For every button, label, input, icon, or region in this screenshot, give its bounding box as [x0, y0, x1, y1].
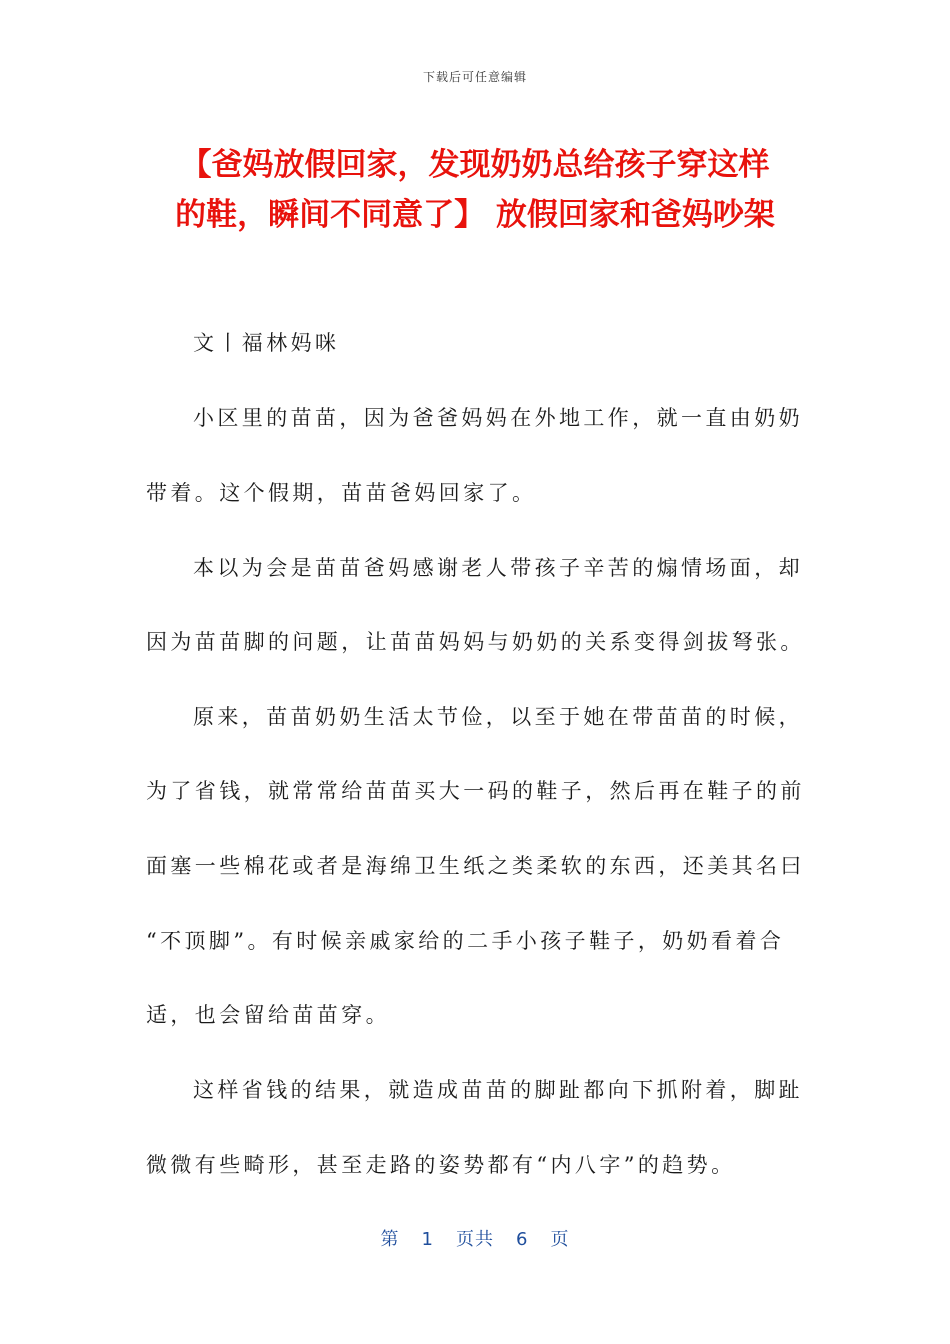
page-footer [0, 1225, 950, 1251]
title-line-2: 的鞋，瞬间不同意了】 放假回家和爸妈吵架 [175, 197, 775, 233]
document-title [120, 140, 830, 240]
body-line: 因为苗苗脚的问题，让苗苗妈妈与奶奶的关系变得剑拔弩张。 [146, 630, 805, 654]
body-line: 这样省钱的结果，就造成苗苗的脚趾都向下抓附着，脚趾 [193, 1078, 803, 1102]
author-line: 文丨福林妈咪 [193, 331, 340, 355]
title-line-1: 【爸妈放假回家，发现奶奶总给孩子穿这样 [180, 147, 770, 183]
footer-prefix: 第 [380, 1229, 400, 1250]
body-line: 适，也会留给苗苗穿。 [146, 1003, 390, 1027]
body-line: 小区里的苗苗，因为爸爸妈妈在外地工作，就一直由奶奶 [193, 406, 803, 430]
footer-suffix: 页 [550, 1229, 570, 1250]
footer-total-pages: 6 [516, 1229, 529, 1250]
body-line: “不顶脚”。有时候亲戚家给的二手小孩子鞋子，奶奶看着合 [146, 929, 785, 953]
body-line: 为了省钱，就常常给苗苗买大一码的鞋子，然后再在鞋子的前 [146, 779, 805, 803]
footer-middle: 页共 [456, 1229, 494, 1250]
header-note: 下载后可任意编辑 [422, 70, 527, 84]
body-line: 面塞一些棉花或者是海绵卫生纸之类柔软的东西，还美其名曰 [146, 854, 805, 878]
body-line: 带着。这个假期，苗苗爸妈回家了。 [146, 481, 537, 505]
body-line: 原来，苗苗奶奶生活太节俭，以至于她在带苗苗的时候， [193, 705, 803, 729]
body-line: 微微有些畸形，甚至走路的姿势都有“内八字”的趋势。 [146, 1153, 736, 1177]
body-line: 本以为会是苗苗爸妈感谢老人带孩子辛苦的煽情场面，却 [193, 556, 803, 580]
footer-page-number: 1 [421, 1229, 434, 1250]
